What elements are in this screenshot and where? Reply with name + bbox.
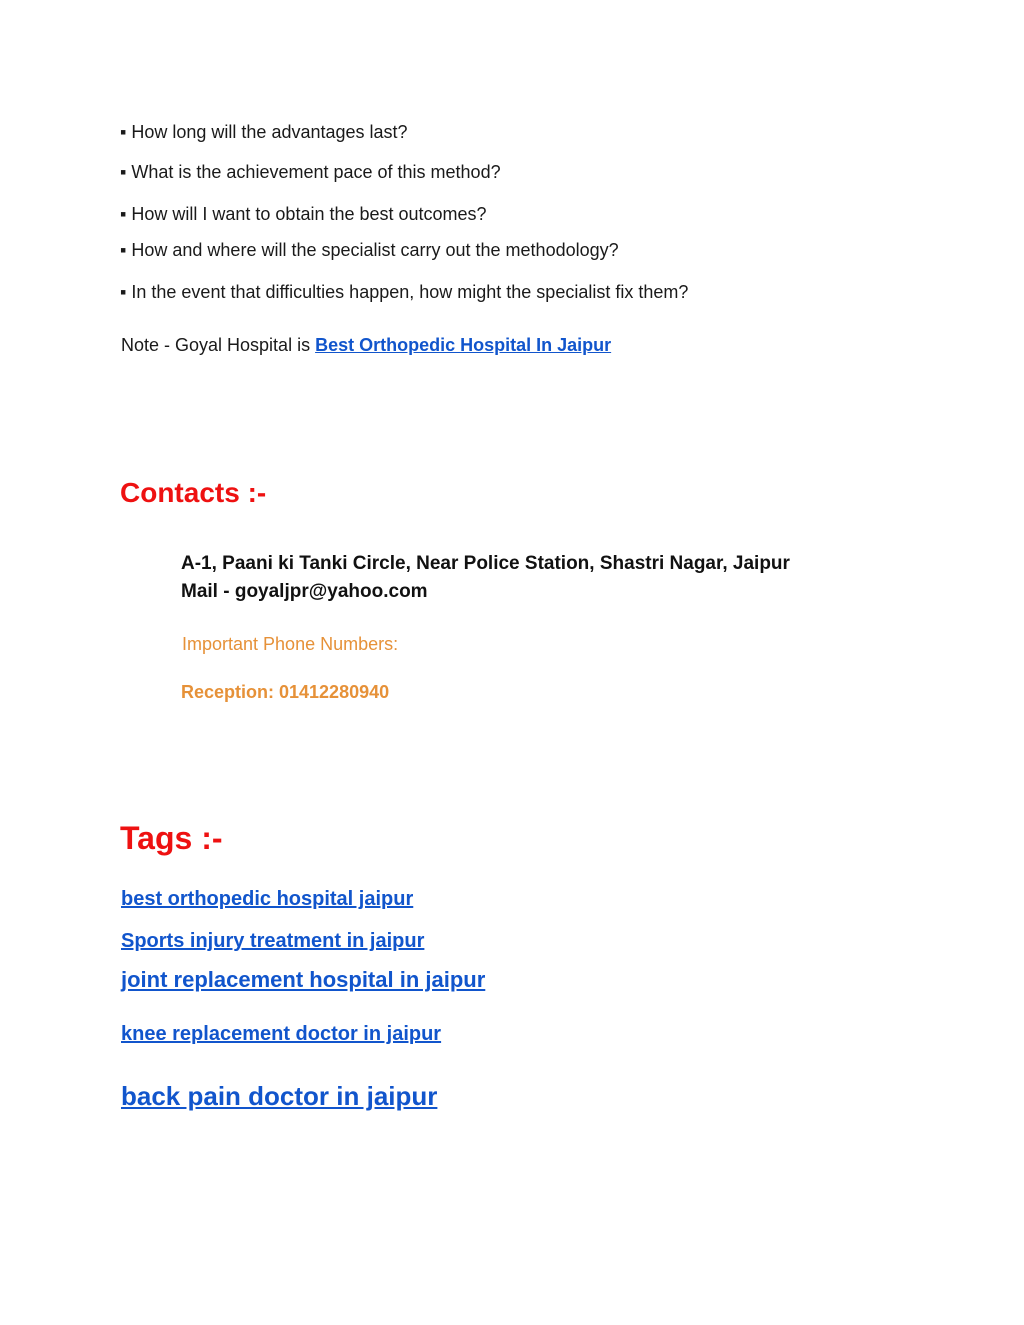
- question-item-3: ▪ How will I want to obtain the best outcomes?: [120, 204, 487, 224]
- mail-line: Mail - goyaljpr@yahoo.com: [181, 581, 428, 602]
- address-line: A-1, Paani ki Tanki Circle, Near Police Station, Shastri Nagar, Jaipur: [181, 553, 790, 574]
- question-item-1: ▪ How long will the advantages last?: [120, 122, 408, 142]
- tag-link-joint-replacement[interactable]: joint replacement hospital in jaipur: [121, 967, 486, 992]
- tags-heading: Tags :-: [120, 820, 223, 856]
- tag-link-best-orthopedic[interactable]: best orthopedic hospital jaipur: [121, 888, 414, 910]
- question-item-5: ▪ In the event that difficulties happen, how might the specialist fix them?: [120, 282, 689, 302]
- tag-link-back-pain[interactable]: back pain doctor in jaipur: [121, 1081, 438, 1111]
- question-item-4: ▪ How and where will the specialist carry out the methodology?: [120, 240, 619, 260]
- tag-link-knee-replacement[interactable]: knee replacement doctor in jaipur: [121, 1023, 442, 1045]
- note-prefix: Note - Goyal Hospital is: [121, 335, 316, 355]
- note-line: [121, 334, 611, 356]
- tag-link-sports-injury[interactable]: Sports injury treatment in jaipur: [121, 930, 425, 952]
- contacts-heading: Contacts :-: [120, 477, 267, 508]
- phone-numbers-heading: Important Phone Numbers:: [182, 634, 399, 654]
- question-item-2: ▪ What is the achievement pace of this method?: [120, 162, 501, 182]
- reception-phone: Reception: 01412280940: [181, 682, 390, 702]
- best-orthopedic-hospital-link[interactable]: Best Orthopedic Hospital In Jaipur: [315, 335, 612, 355]
